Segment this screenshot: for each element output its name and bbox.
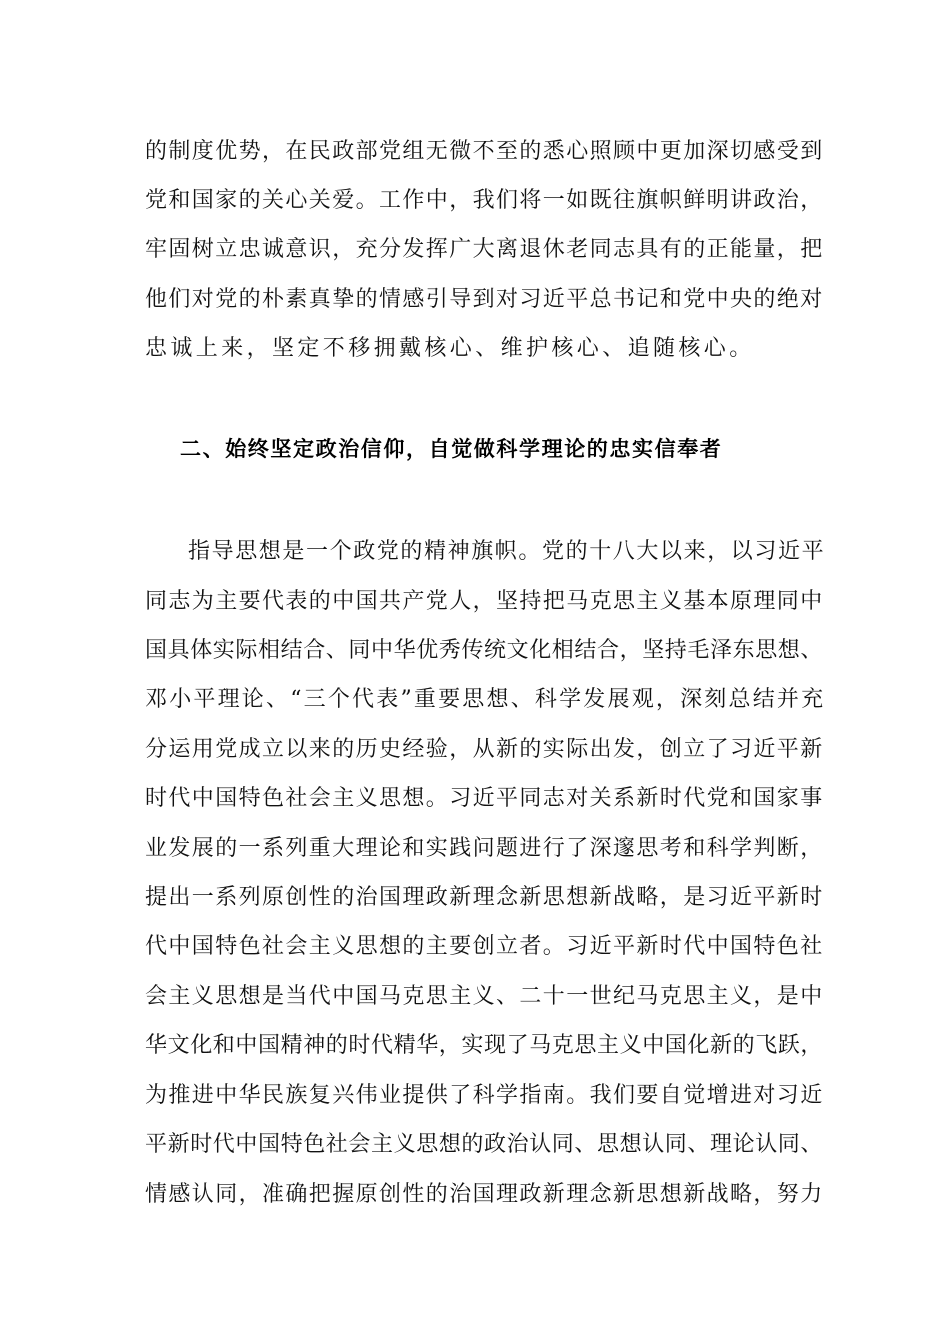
paragraph-line: 指导思想是一个政党的精神旗帜。党的十八大以来，以习近平	[188, 539, 826, 564]
paragraph-line: 提出一系列原创性的治国理政新理念新思想新战略，是习近平新时	[145, 885, 824, 910]
paragraph-line: 时代中国特色社会主义思想。习近平同志对关系新时代党和国家事	[145, 786, 824, 811]
paragraph-line: 代中国特色社会主义思想的主要创立者。习近平新时代中国特色社	[145, 934, 824, 959]
paragraph-line: 华文化和中国精神的时代精华，实现了马克思主义中国化新的飞跃，	[145, 1033, 824, 1058]
paragraph-line: 平新时代中国特色社会主义思想的政治认同、思想认同、理论认同、	[145, 1132, 824, 1157]
section-heading: 二、始终坚定政治信仰，自觉做科学理论的忠实信奉者	[180, 437, 723, 461]
paragraph-line: 邓小平理论、“三个代表”重要思想、科学发展观，深刻总结并充	[145, 687, 826, 712]
paragraph-line: 忠诚上来，坚定不移拥戴核心、维护核心、追随核心。	[145, 336, 755, 361]
paragraph-line: 他们对党的朴素真挚的情感引导到对习近平总书记和党中央的绝对	[145, 287, 824, 312]
paragraph-line: 为推进中华民族复兴伟业提供了科学指南。我们要自觉增进对习近	[145, 1083, 824, 1108]
paragraph-line: 分运用党成立以来的历史经验，从新的实际出发，创立了习近平新	[145, 737, 824, 762]
paragraph-line: 业发展的一系列重大理论和实践问题进行了深邃思考和科学判断，	[145, 836, 824, 861]
paragraph-line: 牢固树立忠诚意识，充分发挥广大离退休老同志具有的正能量，把	[145, 237, 824, 262]
paragraph-line: 的制度优势，在民政部党组无微不至的悉心照顾中更加深切感受到	[145, 139, 824, 164]
paragraph-line: 情感认同，准确把握原创性的治国理政新理念新思想新战略，努力	[145, 1182, 824, 1207]
paragraph-line: 党和国家的关心关爱。工作中，我们将一如既往旗帜鲜明讲政治，	[145, 188, 824, 213]
paragraph-line: 会主义思想是当代中国马克思主义、二十一世纪马克思主义，是中	[145, 984, 824, 1009]
paragraph-line: 国具体实际相结合、同中华优秀传统文化相结合，坚持毛泽东思想、	[145, 638, 824, 663]
paragraph-line: 同志为主要代表的中国共产党人，坚持把马克思主义基本原理同中	[145, 589, 824, 614]
